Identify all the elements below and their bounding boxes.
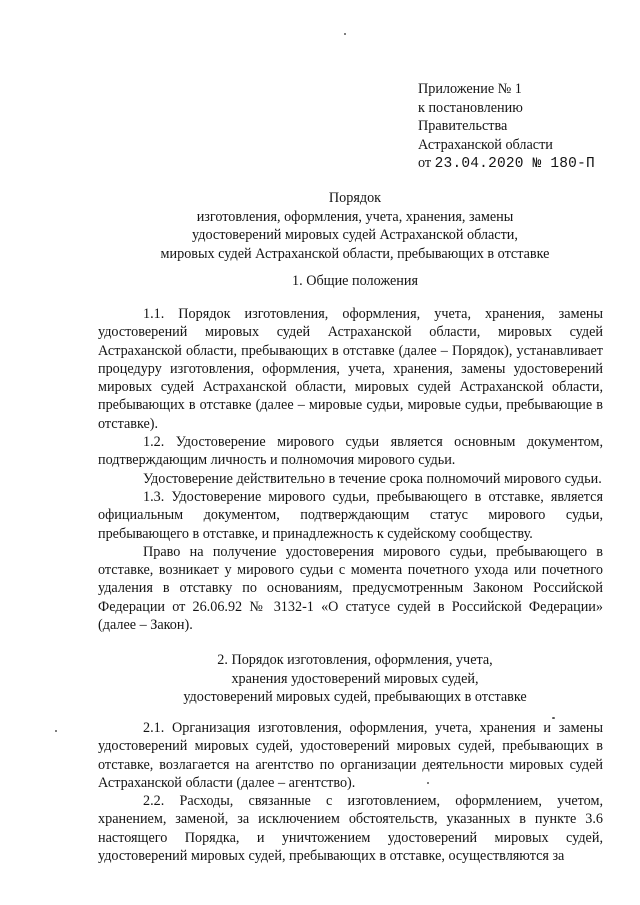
title-line: удостоверений мировых судей Астраханской области, bbox=[192, 227, 518, 243]
section-heading-line: 2. Порядок изготовления, оформления, учета, bbox=[217, 652, 493, 668]
document-title bbox=[100, 189, 610, 263]
appendix-block bbox=[418, 80, 595, 174]
section-2-heading bbox=[100, 651, 610, 707]
title-line: Порядок bbox=[328, 190, 382, 206]
scan-speck bbox=[55, 730, 57, 732]
section-1-body bbox=[98, 305, 603, 634]
paragraph-1-1: 1.1. Порядок изготовления, оформления, учета, хранения, замены удостоверений мировых судей Астраханской области, мировых судей Астраханской области, пребывающих в отставке (далее – Порядок), устанавливает процедуру изготовления, оформления, учета, хранения, замены удостоверений мировых судей Астраханской области, мировых судей Астраханской области, пребывающих в отставке (далее – мировые судьи, мировые судьи, пребывающие в отставке). bbox=[98, 306, 603, 432]
title-line: мировых судей Астраханской области, пребывающих в отставке bbox=[160, 245, 550, 262]
paragraph-1-3-right: Право на получение удостоверения мирового судьи, пребывающего в отставке, возникает у мирового судьи с момента почетного ухода или почетного удаления в отставку по основаниям, предусмотренным Законом Российской Федерации от 26.06.92 № 3132-1 «О статусе судей в Российской Федерации» (далее – Закон). bbox=[98, 543, 603, 634]
section-heading-text: 1. Общие положения bbox=[292, 273, 418, 289]
appendix-line: к постановлению bbox=[418, 99, 523, 116]
appendix-date-stamp: 23.04.2020 № 180-П bbox=[434, 156, 595, 172]
paragraph-2-1: 2.1. Организация изготовления, оформления, учета, хранения и замены удостоверений мировых судей, удостоверений мировых судей, пребывающих в отставке, возлагается на агентство по организации деятельности мировых судей Астраханской области (далее – агентство). bbox=[98, 720, 603, 791]
paragraph-1-2-validity: Удостоверение действительно в течение срока полномочий мирового судьи. bbox=[143, 470, 602, 487]
section-heading-line: хранения удостоверений мировых судей, bbox=[231, 670, 479, 687]
title-line: изготовления, оформления, учета, хранения, замены bbox=[196, 208, 514, 225]
scan-speck bbox=[344, 33, 346, 35]
paragraph-2-2: 2.2. Расходы, связанные с изготовлением, оформлением, учетом, хранением, заменой, за исключением обстоятельств, указанных в пункте 3.6 настоящего Порядка, и уничтожением удостоверений мировых судей, удостоверений мировых судей, пребывающих в отставке, осуществляются за bbox=[98, 793, 603, 865]
appendix-line: Приложение № 1 bbox=[418, 81, 522, 97]
appendix-date-prefix: от bbox=[418, 155, 435, 171]
paragraph-1-2: 1.2. Удостоверение мирового судьи является основным документом, подтверждающим личность и полномочия мирового судьи. bbox=[98, 434, 603, 469]
appendix-date-line bbox=[418, 154, 595, 174]
paragraph-1-3: 1.3. Удостоверение мирового судьи, пребывающего в отставке, является официальным документом, подтверждающим статус мирового судьи, пребывающего в отставке, и принадлежность к судейскому сообществу. bbox=[98, 488, 603, 542]
section-1-heading bbox=[100, 272, 610, 291]
appendix-line: Правительства bbox=[418, 118, 508, 134]
appendix-line: Астраханской области bbox=[418, 136, 553, 153]
section-heading-line: удостоверений мировых судей, пребывающих в отставке bbox=[183, 689, 527, 705]
section-2-body bbox=[98, 719, 603, 865]
